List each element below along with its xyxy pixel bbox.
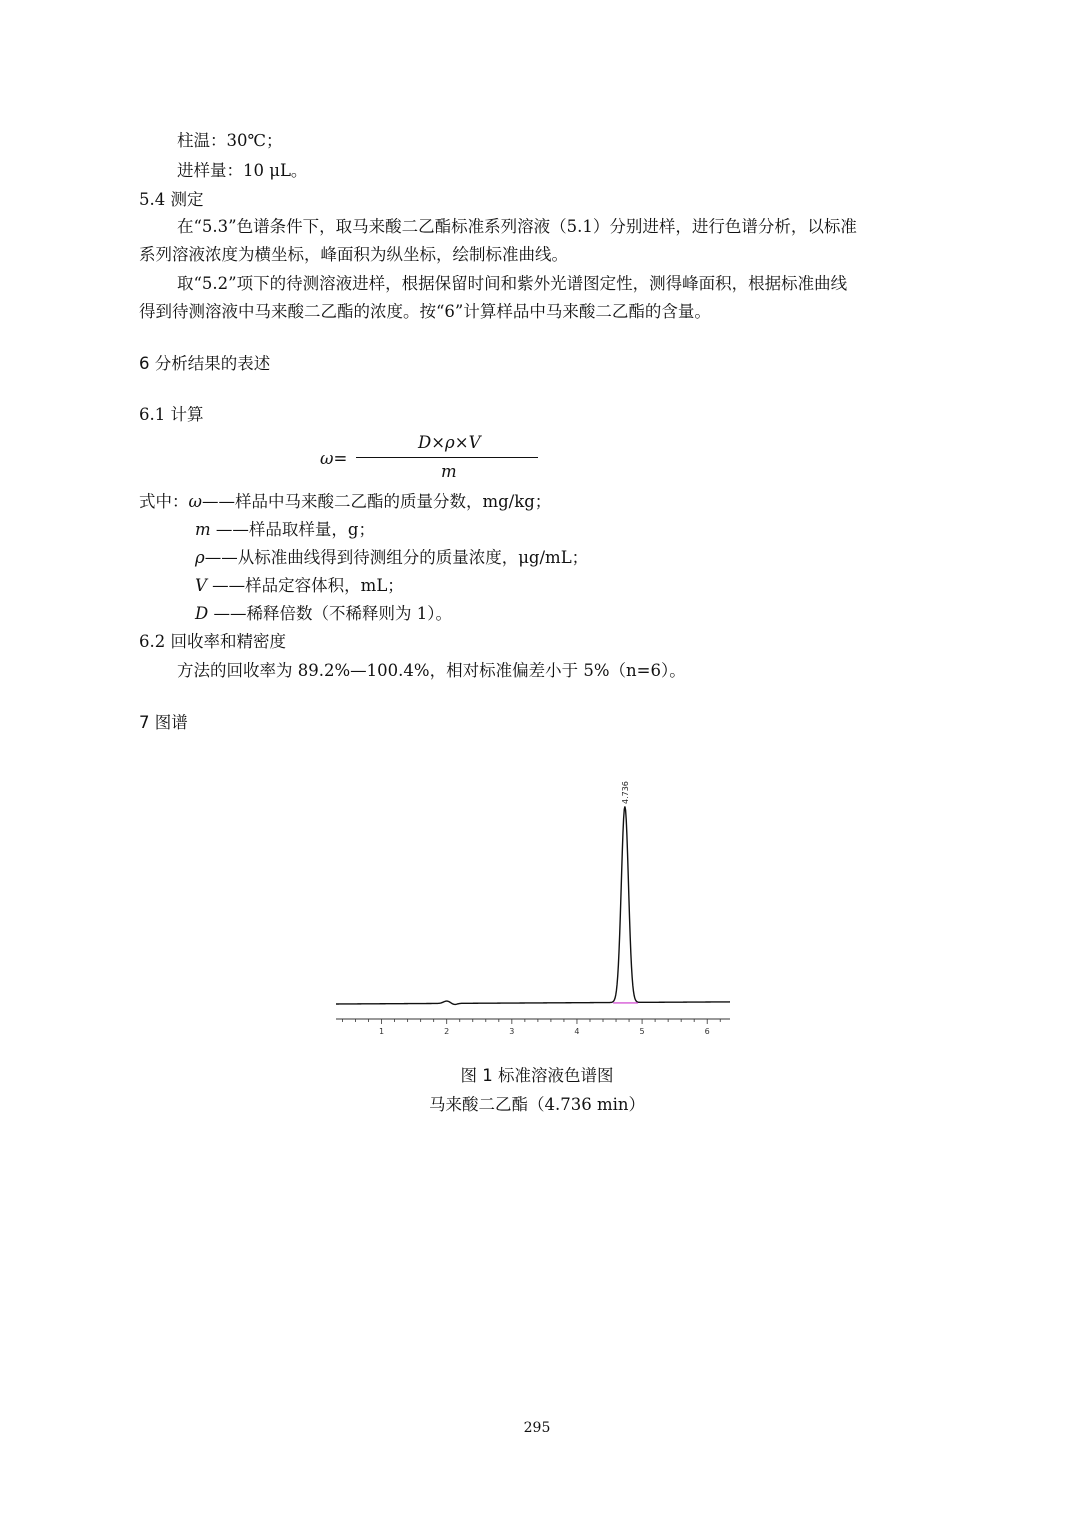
definition-text: ——样品取样量，g； xyxy=(210,520,375,539)
symbol-m: m xyxy=(195,520,211,539)
x-tick-label: 6 xyxy=(704,1027,710,1036)
section-6-title: 6 分析结果的表述 xyxy=(139,354,271,373)
recovery-statement: 方法的回收率为 89.2%—100.4%，相对标准偏差小于 5%（n=6）。 xyxy=(177,661,686,680)
section-6-1-title: 6.1 计算 xyxy=(139,405,204,424)
injection-volume-line: 进样量：10 μL。 xyxy=(177,161,308,180)
definition-d xyxy=(195,603,452,625)
section-5-4-para2-line1: 取“5.2”项下的待测溶液进样，根据保留时间和紫外光谱图定性，测得峰面积，根据标准曲线 xyxy=(177,274,848,293)
defs-lead: 式中： xyxy=(139,492,189,511)
formula-numerator: D×ρ×V xyxy=(418,433,481,452)
fraction-bar xyxy=(356,457,538,458)
section-5-4-para2-line2: 得到待测溶液中马来酸二乙酯的浓度。按“6”计算样品中马来酸二乙酯的含量。 xyxy=(139,302,711,321)
symbol-omega: ω xyxy=(188,492,202,511)
chromatogram-chart xyxy=(330,780,740,1040)
x-tick-label: 3 xyxy=(509,1027,515,1036)
section-6-2-title: 6.2 回收率和精密度 xyxy=(139,632,286,651)
figure-subcaption: 马来酸二乙酯（4.736 min） xyxy=(428,1095,646,1114)
section-5-4-para1-line1: 在“5.3”色谱条件下，取马来酸二乙酯标准系列溶液（5.1）分别进样，进行色谱分析，以标准 xyxy=(177,217,857,236)
definition-v xyxy=(195,575,404,597)
definition-rho xyxy=(195,547,588,569)
section-5-4-para1-line2: 系列溶液浓度为横坐标，峰面积为纵坐标，绘制标准曲线。 xyxy=(139,245,568,264)
formula-lhs: ω= xyxy=(320,449,348,468)
definition-text: ——样品定容体积，mL； xyxy=(206,576,404,595)
figure-caption: 图 1 标准溶液色谱图 xyxy=(460,1066,614,1085)
page-number: 295 xyxy=(523,1420,551,1436)
section-7-title: 7 图谱 xyxy=(139,713,188,732)
x-tick-label: 4 xyxy=(574,1027,580,1036)
definition-text: ——稀释倍数（不稀释则为 1）。 xyxy=(208,604,452,623)
definition-text: ——样品中马来酸二乙酯的质量分数，mg/kg； xyxy=(201,492,552,511)
x-tick-label: 1 xyxy=(379,1027,385,1036)
section-5-4-title: 5.4 测定 xyxy=(139,190,204,209)
definition-m xyxy=(195,519,375,541)
chromatogram-trace xyxy=(336,806,730,1004)
symbol-rho: ρ xyxy=(195,548,205,567)
x-tick-label: 5 xyxy=(639,1027,645,1036)
symbol-d: D xyxy=(195,604,209,623)
column-temp-line: 柱温：30℃； xyxy=(177,131,283,150)
definition-omega xyxy=(139,491,551,513)
symbol-v: V xyxy=(195,576,207,595)
peak-retention-label: 4.736 xyxy=(620,781,630,804)
definition-text: ——从标准曲线得到待测组分的质量浓度，μg/mL； xyxy=(204,548,589,567)
x-tick-label: 2 xyxy=(444,1027,450,1036)
formula-denominator: m xyxy=(441,462,457,481)
